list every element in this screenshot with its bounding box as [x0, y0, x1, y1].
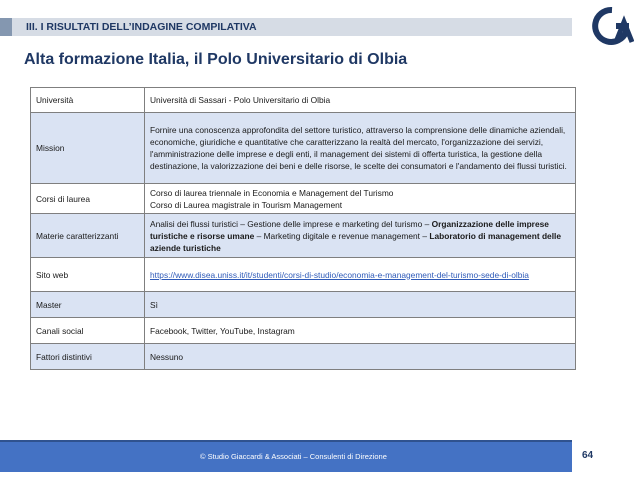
row-label: Fattori distintivi	[31, 344, 145, 370]
table-row-universita	[31, 88, 576, 113]
row-value: Sì	[145, 292, 576, 318]
footer-copyright: © Studio Giaccardi & Associati – Consulenti di Direzione	[200, 452, 387, 461]
table-row-fattori	[31, 344, 576, 370]
corso-magistrale: Corso di Laurea magistrale in Tourism Management	[150, 199, 343, 210]
website-link[interactable]: https://www.disea.uniss.it/it/studenti/corsi-di-studio/economia-e-management-del-turismo-sede-di-olbia	[150, 269, 529, 280]
corso-triennale: Corso di laurea triennale in Economia e Management del Turismo	[150, 187, 394, 198]
row-label: Corsi di laurea	[31, 184, 145, 214]
page-number: 64	[582, 450, 594, 461]
row-value	[145, 214, 576, 258]
page-title: Alta formazione Italia, il Polo Universitario di Olbia	[24, 51, 408, 68]
materie-text: Analisi dei flussi turistici – Gestione delle imprese e marketing del turismo –	[150, 218, 432, 229]
table-row-mission	[31, 113, 576, 184]
row-label: Sito web	[31, 258, 145, 292]
row-value: Fornire una conoscenza approfondita del settore turistico, attraverso la comprensione delle dinamiche aziendali, economiche, giuridiche e quantitative che caratterizzano la realtà del mercato, l'organizzazione dei servizi, l'amministrazione delle imprese e degli enti, il management dei sistemi di offerta turistica, la gestione della destinazione, la valorizzazione dei beni e delle risorse, le scelte dei consumatori e l'andamento dei flussi turistici.	[145, 113, 576, 184]
info-table	[30, 87, 576, 370]
row-label: Canali social	[31, 318, 145, 344]
row-label: Mission	[31, 113, 145, 184]
table-row-canali	[31, 318, 576, 344]
ga-logo-icon	[590, 6, 634, 46]
table-row-sito	[31, 258, 576, 292]
row-value: Nessuno	[145, 344, 576, 370]
row-label: Materie caratterizzanti	[31, 214, 145, 258]
materie-bold: Organizzazione delle imprese turistiche e risorse umane	[150, 218, 549, 241]
row-value: Università di Sassari - Polo Universitario di Olbia	[145, 88, 576, 113]
section-title: III. I RISULTATI DELL’INDAGINE COMPILATIVA	[26, 21, 257, 33]
table-row-materie	[31, 214, 576, 258]
row-value: Facebook, Twitter, YouTube, Instagram	[145, 318, 576, 344]
row-label: Università	[31, 88, 145, 113]
materie-text: – Marketing digitale e revenue management –	[254, 230, 430, 241]
materie-bold: Laboratorio di management delle aziende turistiche	[150, 230, 562, 253]
table-row-corsi	[31, 184, 576, 214]
row-value	[145, 258, 576, 292]
row-value	[145, 184, 576, 214]
section-banner	[0, 18, 572, 36]
section-accent	[0, 18, 12, 36]
row-label: Master	[31, 292, 145, 318]
table-row-master	[31, 292, 576, 318]
